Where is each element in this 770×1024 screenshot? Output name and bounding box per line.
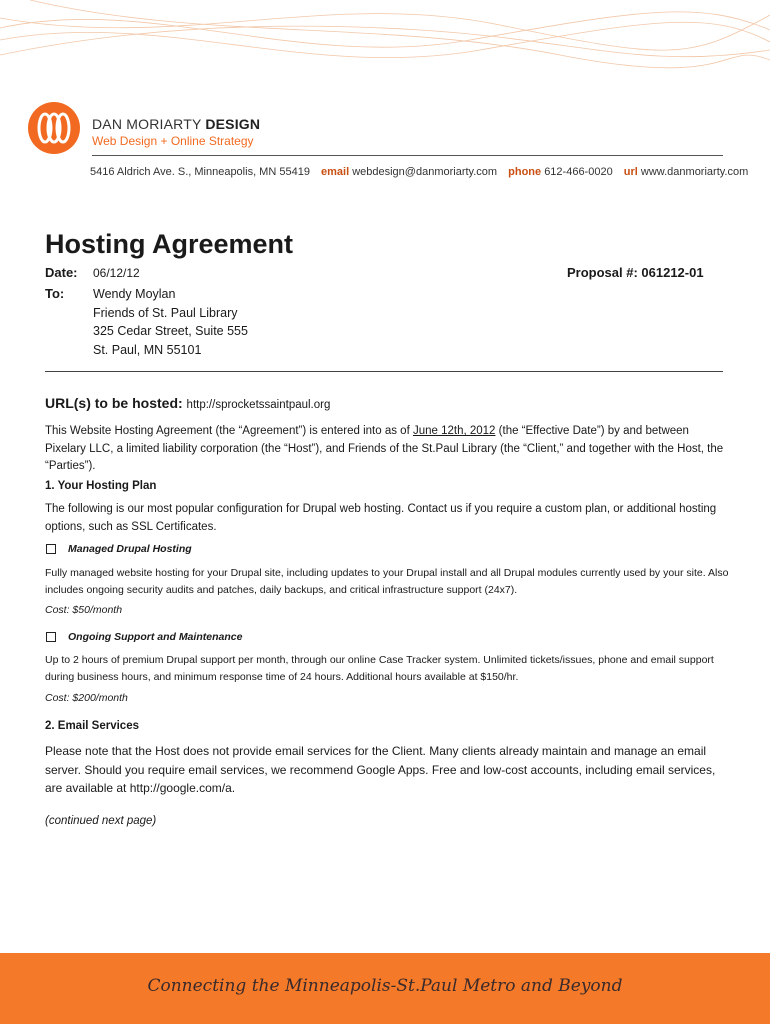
- option-2-body: Up to 2 hours of premium Drupal support per month, through our online Case Tracker system. Unlimited tickets/issues, phone and email support during business hours, and minimum response time of 24 hours. Additional hours available at $150/hr.: [45, 654, 714, 683]
- recipient-line: 325 Cedar Street, Suite 555: [93, 324, 248, 338]
- continued-note: (continued next page): [45, 815, 157, 827]
- section-divider: [45, 371, 723, 372]
- address-text: 5416 Aldrich Ave. S., Minneapolis, MN 55419: [90, 166, 310, 178]
- recipient-line: St. Paul, MN 55101: [93, 342, 202, 357]
- phone-label: phone: [508, 166, 542, 178]
- page-title: Hosting Agreement: [45, 229, 294, 259]
- recipient-address: [93, 285, 248, 359]
- hosted-url-value[interactable]: http://sprocketssaintpaul.org: [186, 399, 331, 411]
- recipient-line: Wendy Moylan: [93, 287, 176, 301]
- intro-paragraph: This Website Hosting Agreement (the “Agreement”) is entered into as of June 12th, 2012 (the “Effective Date”) by and between Pixelary LLC, a limited liability corporation (the “Host”), and Friends of the St.Paul Library (the “Client,” and together with the Host, the “Parties”).: [45, 425, 724, 472]
- option-1-cost: Cost: $50/month: [45, 604, 123, 616]
- website-link[interactable]: www.danmoriarty.com: [640, 166, 749, 178]
- option-2-cost: Cost: $200/month: [45, 692, 128, 704]
- to-label: To:: [45, 286, 65, 301]
- recipient-line: Friends of St. Paul Library: [93, 305, 238, 320]
- effective-date: June 12th, 2012: [412, 425, 496, 437]
- section-1-body: The following is our most popular configuration for Drupal web hosting. Contact us if you require a custom plan, or additional hosting options, such as SSL Certificates.: [45, 503, 717, 533]
- hosted-url-label: URL(s) to be hosted:: [45, 395, 183, 411]
- logo-icon: [28, 102, 80, 154]
- header-divider: [92, 155, 723, 156]
- brand-tagline: Web Design + Online Strategy: [92, 134, 254, 148]
- decorative-swoosh-lines: [0, 0, 770, 90]
- date-label: Date:: [45, 265, 78, 280]
- phone-text: 612-466-0020: [544, 166, 613, 178]
- email-link[interactable]: webdesign@danmoriarty.com: [352, 166, 498, 178]
- section-1-heading: 1. Your Hosting Plan: [45, 480, 157, 492]
- brand-name: DAN MORIARTY DESIGN: [92, 116, 261, 132]
- hosted-url-line: [45, 395, 330, 411]
- date-value: 06/12/12: [93, 266, 140, 280]
- email-label: email: [321, 166, 350, 178]
- footer-slogan: Connecting the Minneapolis-St.Paul Metro and Beyond: [147, 976, 623, 996]
- footer-band: [0, 953, 770, 1024]
- option-2-title: Ongoing Support and Maintenance: [68, 631, 243, 643]
- support-maintenance-checkbox[interactable]: [46, 632, 56, 642]
- managed-hosting-checkbox[interactable]: [46, 544, 56, 554]
- option-1-title: Managed Drupal Hosting: [68, 543, 192, 555]
- section-2-heading: 2. Email Services: [45, 720, 139, 732]
- proposal-number: Proposal #: 061212-01: [567, 265, 704, 280]
- contact-line: [90, 166, 748, 178]
- section-2-body: Please note that the Host does not provide email services for the Client. Many clients already maintain and manage an email server. Should you require email services, we recommend Google Apps. Free and low-cost accounts, including email services, are available at http://google.com/a.: [45, 744, 716, 795]
- option-1-body: Fully managed website hosting for your Drupal site, including updates to your Drupal install and all Drupal modules currently used by your site. Also includes ongoing security audits and patches, daily backups, and critical infrastructure support (24x7).: [45, 567, 729, 596]
- url-label: url: [623, 166, 638, 178]
